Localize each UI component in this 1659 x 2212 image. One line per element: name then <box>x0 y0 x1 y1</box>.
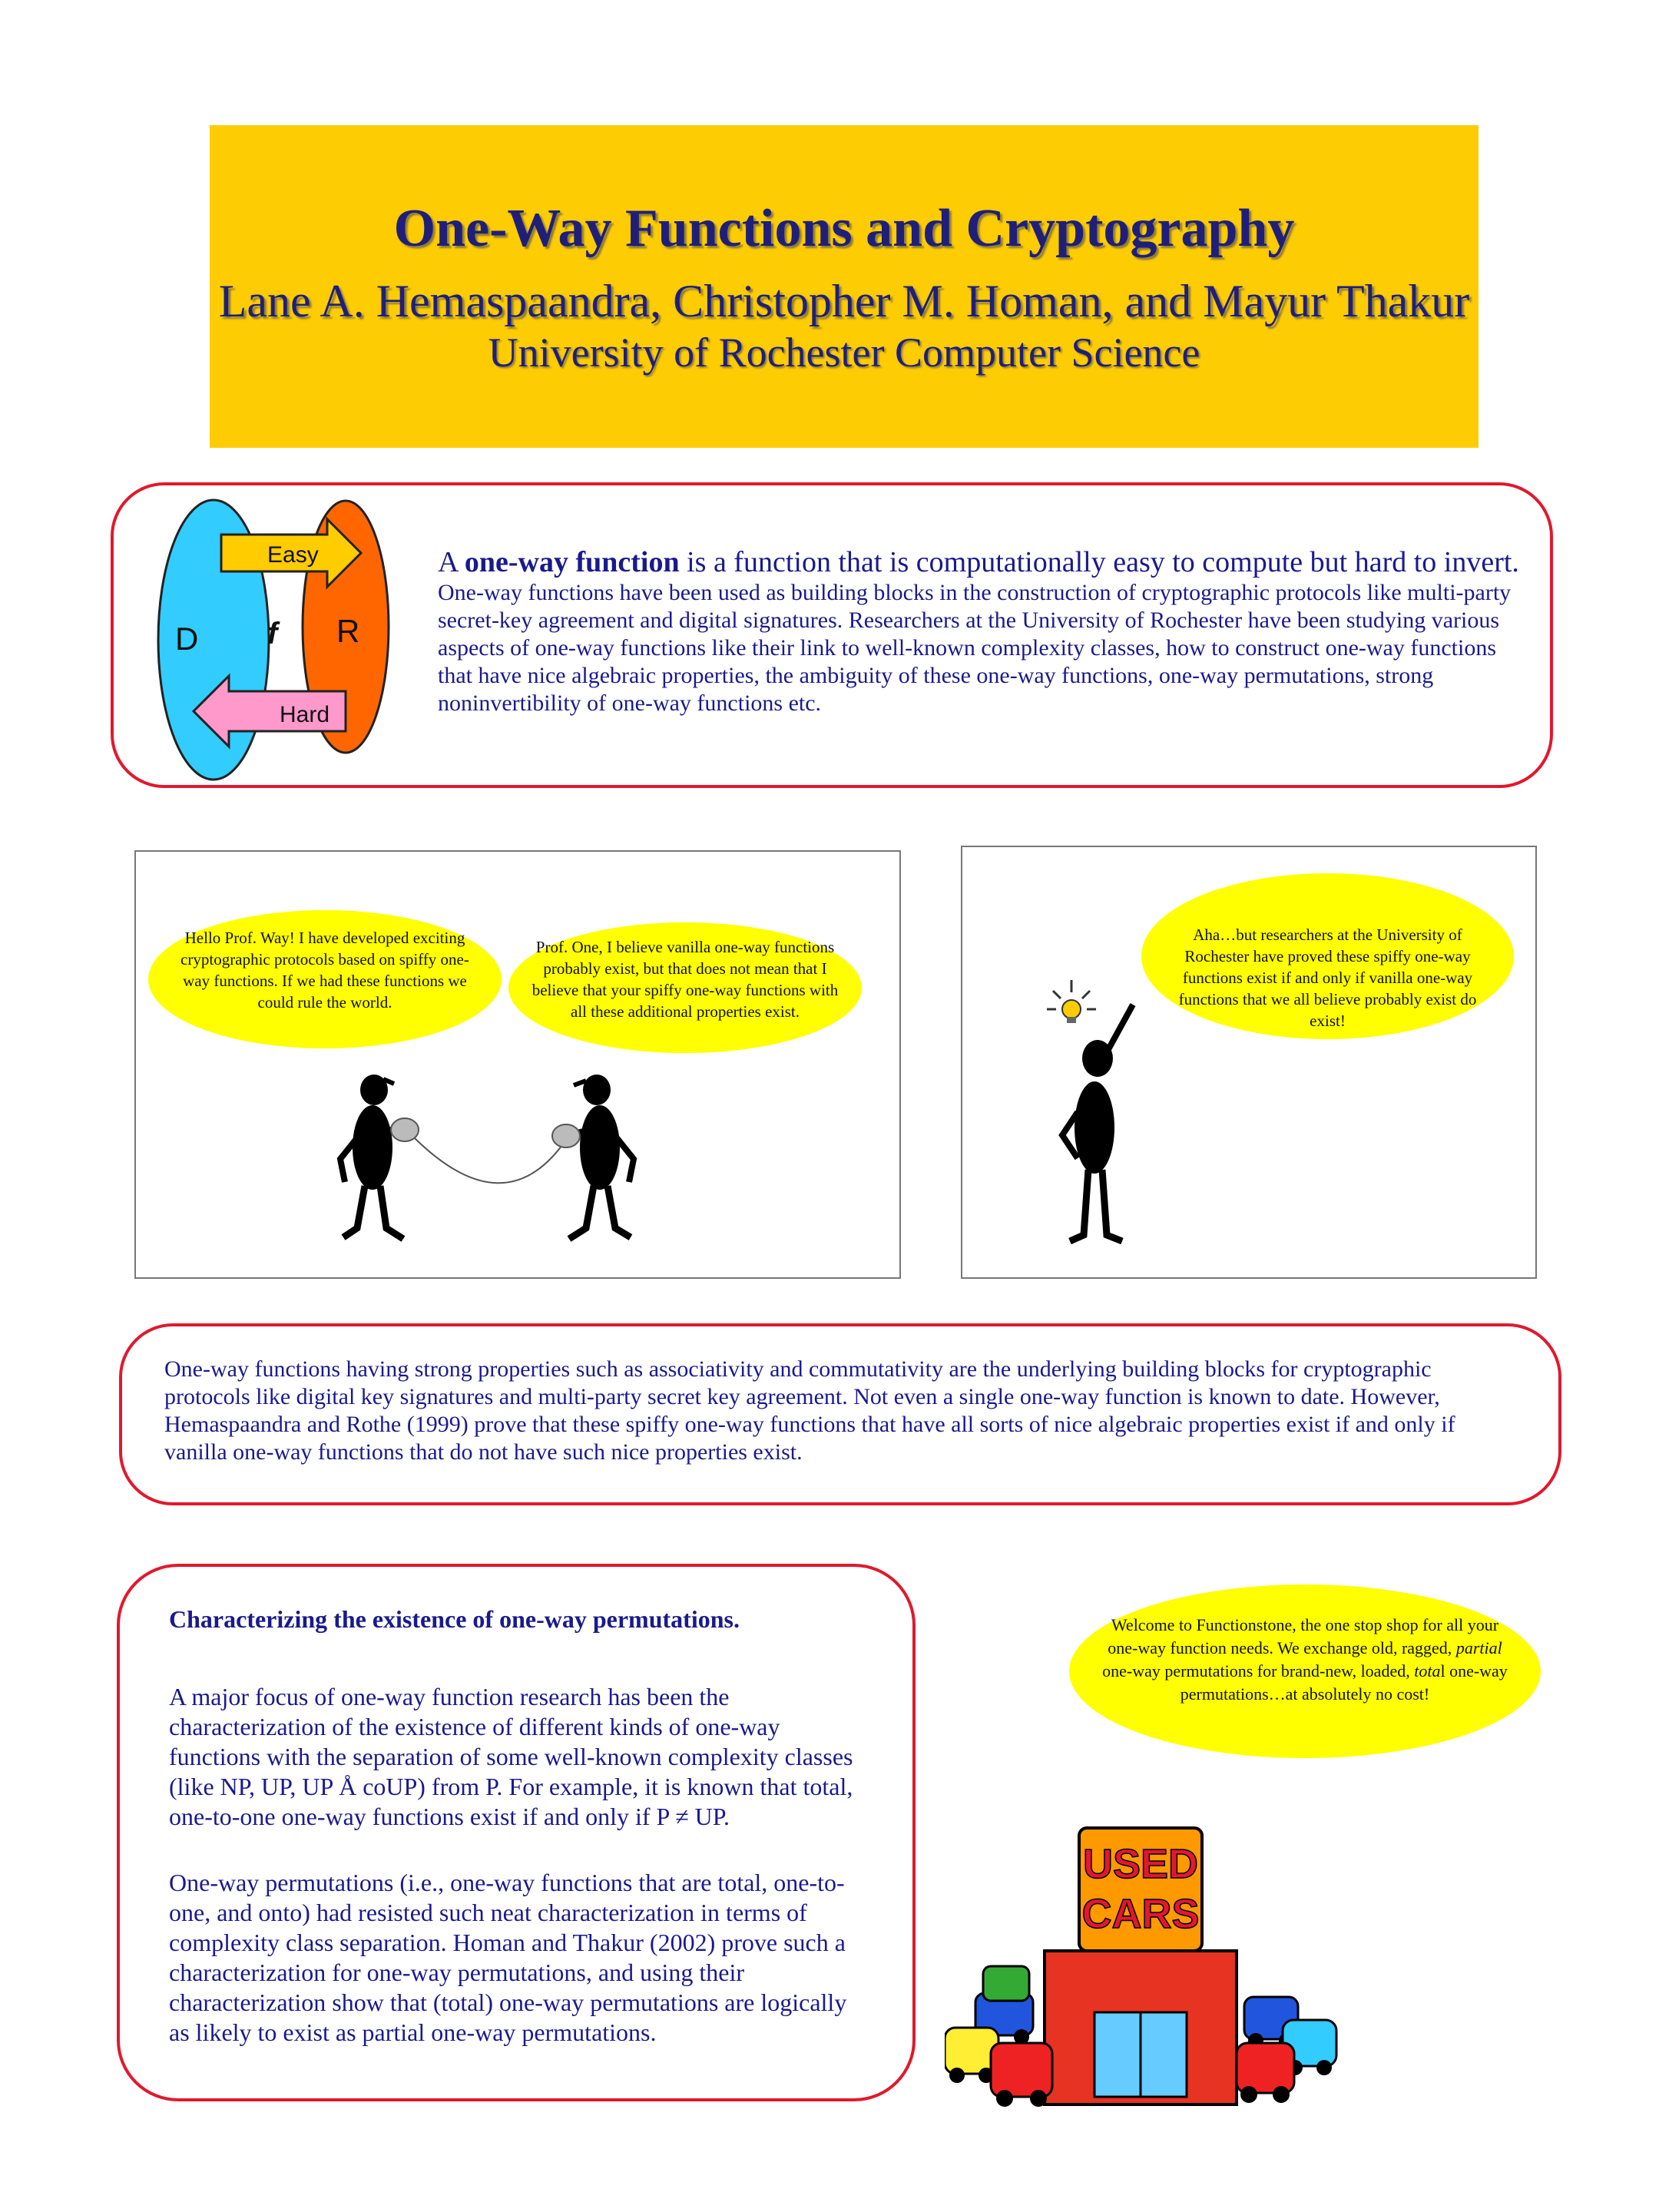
permutations-heading: Characterizing the existence of one-way permutations. <box>169 1605 740 1633</box>
string-icon <box>412 1136 566 1183</box>
used-cars-shop-illustration <box>945 1820 1359 2120</box>
shop-speech-bubble-text <box>1100 1614 1510 1706</box>
intro-lead-term: one-way function <box>464 546 680 578</box>
permutations-paragraph-2: One-way permutations (i.e., one-way functions that are total, one-to-one, and onto) had resisted such neat characterization in terms of complexity class separation. Homan and Thakur (2002) prove such a characterization for one-way permutations, and using their characterization show that (total) one-way permutations are logically as likely to exist as partial one-way permutations. <box>169 1869 847 2046</box>
car-icon <box>991 2043 1052 2107</box>
cartoon-panel-aha <box>961 846 1537 1279</box>
speech-bubble-right-text: Prof. One, I believe vanilla one-way functions probably exist, but that does not mean that I believe that your spiffy one-way functions with all these additional properties exist. <box>531 938 839 1021</box>
tin-can-icon <box>391 1118 419 1141</box>
shop-text-c: l one-way permutations…at absolutely no cost! <box>1180 1661 1508 1704</box>
person-icon <box>1062 1005 1133 1241</box>
person-left-icon <box>340 1075 419 1239</box>
shop-text-partial: partial <box>1455 1638 1502 1657</box>
intro-panel <box>111 482 1553 788</box>
tin-can-icon <box>552 1124 580 1147</box>
intro-lead-prefix: A <box>438 546 465 578</box>
car-icon <box>1237 2043 1294 2103</box>
car-icon <box>983 1966 1029 2001</box>
sign-line-2: CARS <box>1081 1891 1200 1937</box>
intro-body: One-way functions have been used as building blocks in the construction of cryptographic protocols like multi-party secret-key agreement and digital signatures. Researchers at the University of Rochester have been studying various aspects of one-way functions like their link to well-known complexity classes, how to construct one-way functions that have nice algebraic properties, the ambiguity of these one-way functions, one-way permutations, strong noninvertibility of one-way functions etc. <box>438 580 1512 716</box>
one-way-function-diagram <box>144 498 436 782</box>
sign-line-1: USED <box>1082 1841 1199 1887</box>
figures-with-tin-can-phone <box>336 1075 674 1259</box>
intro-text <box>438 545 1528 717</box>
person-right-icon <box>552 1075 634 1239</box>
speech-bubble-left-text: Hello Prof. Way! I have developed exciting cryptographic protocols based on spiffy one-way functions. If we had these functions we could rule the world. <box>180 929 469 1012</box>
speech-bubble-aha-text: Aha…but researchers at the University of Rochester have proved these spiffy one-way functions exist if and only if vanilla one-way functions that we all believe probably exist do exist! <box>1178 926 1477 1030</box>
authors: Lane A. Hemaspaandra, Christopher M. Homan, and Mayur Thakur <box>218 276 1470 326</box>
poster-title: One-Way Functions and Cryptography <box>393 199 1295 258</box>
lightbulb-icon <box>1047 980 1096 1023</box>
easy-label: Easy <box>267 542 319 568</box>
shop-text-b: one-way permutations for brand-new, loaded, <box>1102 1661 1415 1681</box>
hard-label: Hard <box>280 702 330 727</box>
permutations-panel <box>117 1564 916 2101</box>
person-with-idea-figure <box>1031 974 1162 1258</box>
shop-text-total: tota <box>1414 1661 1441 1681</box>
properties-panel <box>119 1323 1561 1505</box>
range-label: R <box>336 613 360 649</box>
properties-text: One-way functions having strong properties such as associativity and commutativity are the underlying building blocks for cryptographic protocols like digital key signatures and multi-party secret key agreement. Not even a single one-way function is known to date. However, Hemaspaandra and Rothe (1999) prove that these spiffy one-way functions that have all sorts of nice algebraic properties exist if and only if vanilla one-way functions that do not have such nice properties exist. <box>164 1356 1455 1465</box>
domain-label: D <box>175 621 199 657</box>
cartoon-panel-dialogue <box>134 850 901 1279</box>
title-banner <box>210 125 1479 448</box>
function-label: f <box>267 617 278 651</box>
permutations-paragraph-1: A major focus of one-way function research has been the characterization of the existence of different kinds of one-way functions with the separation of some well-known complexity classes (like NP, UP, UP Å coUP) from P. For example, it is known that total, one-to-one one-way functions exist if and only if P ≠ UP. <box>169 1683 853 1830</box>
intro-lead-rest: is a function that is computationally easy to compute but hard to invert. <box>679 546 1519 578</box>
shop-text-a: Welcome to Functionstone, the one stop shop for all your one-way function needs. We exchange old, ragged, <box>1108 1615 1499 1657</box>
affiliation: University of Rochester Computer Science <box>488 329 1200 376</box>
